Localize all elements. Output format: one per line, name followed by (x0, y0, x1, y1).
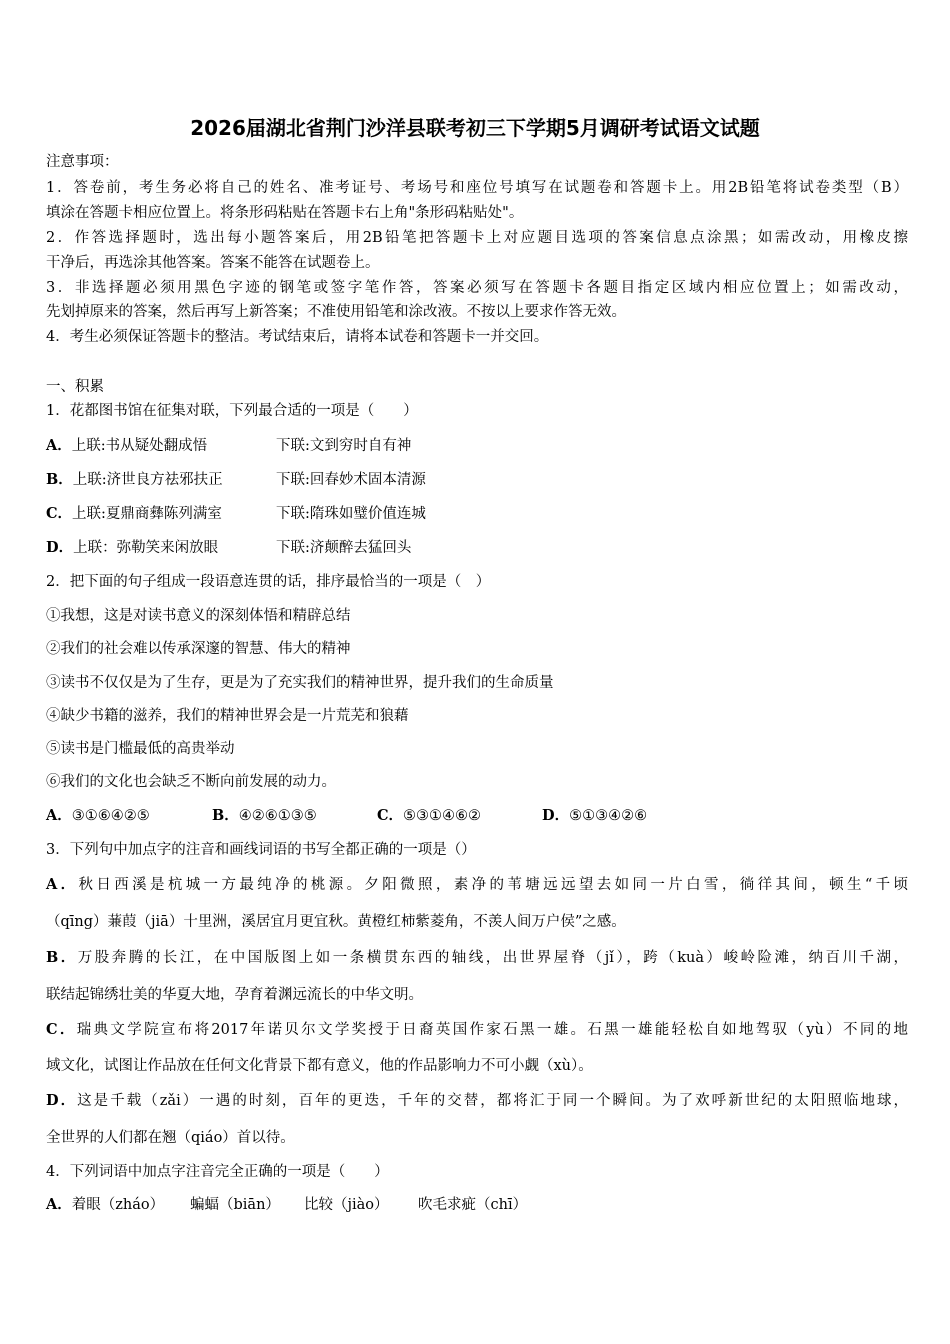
sentence: ②我们的社会难以传承深邃的智慧、伟大的精神 (46, 641, 351, 657)
notice-heading: 注意事项： (46, 154, 119, 170)
option-text: 瑞典文学院宣布将2017年诺贝尔文学奖授于日裔英国作家石黑一雄。石黑一雄能轻松自如地驾驭（yù）不同的地 (76, 1022, 908, 1038)
option-letter: B． (212, 807, 239, 824)
option-text: ⑤①③④②⑥ (569, 808, 648, 824)
sentence: ①我想，这是对读书意义的深刻体悟和精辟总结 (46, 608, 351, 624)
option-text: ④②⑥①③⑤ (238, 808, 317, 824)
option-letter: A． (46, 1196, 72, 1213)
couplet-down: 下联:文到穷时自有神 (276, 438, 412, 454)
notice-line: 填涂在答题卡相应位置上。将条形码粘贴在答题卡右上角"条形码粘贴处"。 (46, 205, 524, 221)
option-letter: D． (46, 1092, 78, 1109)
option-text: 域文化，试图让作品放在任何文化背景下都有意义，他的作品影响力不可小觑（xù）。 (46, 1058, 593, 1074)
option-text: ⑤③①④⑥② (403, 808, 482, 824)
option-item: 吹毛求疵（chī） (418, 1197, 528, 1213)
option-a (46, 436, 207, 456)
couplet-down: 下联:隋珠如璧价值连城 (276, 506, 426, 522)
question-stem: 3．下列句中加点字的注音和画线词语的书写全都正确的一项是（） (46, 842, 476, 858)
option-letter: C． (377, 807, 404, 824)
option-text: 全世界的人们都在翘（qiáo）首以待。 (46, 1130, 295, 1146)
option-letter: A． (46, 437, 72, 454)
option-text: ③①⑥④②⑤ (71, 808, 150, 824)
couplet-up: 上联:夏鼎商彝陈列满室 (72, 506, 222, 522)
notice-line: 干净后，再选涂其他答案。答案不能答在试题卷上。 (46, 255, 380, 271)
option-text: 联结起锦绣壮美的华夏大地，孕育着渊远流长的中华文明。 (46, 987, 423, 1003)
option-item: 着眼（zháo） (71, 1197, 165, 1213)
section-heading: 一、积累 (46, 379, 104, 395)
question-stem: 4．下列词语中加点字注音完全正确的一项是（ ） (46, 1164, 389, 1180)
option-d (46, 538, 218, 558)
sentence: ③读书不仅仅是为了生存，更是为了充实我们的精神世界，提升我们的生命质量 (46, 675, 554, 691)
option-a (46, 806, 150, 826)
option-letter: B． (46, 949, 78, 966)
option-text: （qīng）蒹葭（jiā）十里洲，溪居宜月更宜秋。黄橙红柿紫菱角，不羡人间万户侯”之感。 (46, 914, 626, 930)
option-letter: A． (46, 807, 72, 824)
option-c (46, 1020, 908, 1040)
option-b (46, 470, 223, 490)
sentence: ⑥我们的文化也会缺乏不断向前发展的动力。 (46, 774, 336, 790)
option-text: 万股奔腾的长江，在中国版图上如一条横贯东西的轴线，出世界屋脊（jǐ），跨（kuà）峻岭险滩，纳百川千湖， (77, 950, 908, 966)
option-letter: D． (542, 807, 570, 824)
couplet-up: 上联:济世良方祛邪扶正 (72, 472, 223, 488)
option-text: 秋日西溪是杭城一方最纯净的桃源。夕阳微照，素净的苇塘远远望去如同一片白雪，徜徉其间，顿生“千顷 (78, 877, 908, 893)
sentence: ⑤读书是门槛最低的高贵举动 (46, 741, 235, 757)
notice-line: 先划掉原来的答案，然后再写上新答案；不准使用铅笔和涂改液。不按以上要求作答无效。 (46, 304, 626, 320)
option-item: 蝙蝠（biān） (190, 1197, 280, 1213)
option-c (46, 504, 222, 524)
option-b (212, 806, 317, 826)
option-letter: A． (46, 876, 79, 893)
page-title: 2026届湖北省荆门沙洋县联考初三下学期5月调研考试语文试题 (190, 116, 760, 140)
option-item: 比较（jiào） (304, 1197, 389, 1213)
option-letter: C． (46, 1021, 77, 1038)
option-a (46, 1195, 164, 1215)
option-letter: B． (46, 471, 73, 488)
couplet-down: 下联:济颠醉去猛回头 (276, 540, 412, 556)
option-a (46, 875, 908, 895)
option-d (542, 806, 647, 826)
option-b (46, 948, 908, 968)
notice-line: 2．作答选择题时，选出每小题答案后，用2B铅笔把答题卡上对应题目选项的答案信息点涂黑；如需改动，用橡皮擦 (46, 230, 908, 246)
couplet-up: 上联：弥勒笑来闲放眼 (73, 540, 219, 556)
couplet-up: 上联:书从疑处翻成悟 (71, 438, 208, 454)
option-letter: C． (46, 505, 73, 522)
option-d (46, 1091, 908, 1111)
question-stem: 2．把下面的句子组成一段语意连贯的话，排序最恰当的一项是（ ） (46, 574, 491, 590)
option-letter: D． (46, 539, 74, 556)
option-text: 这是千载（zǎi）一遇的时刻，百年的更迭，千年的交替，都将汇于同一个瞬间。为了欢呼新世纪的太阳照临地球， (77, 1093, 908, 1109)
couplet-down: 下联:回春妙术固本清源 (276, 472, 426, 488)
sentence: ④缺少书籍的滋养，我们的精神世界会是一片荒芜和狼藉 (46, 708, 409, 724)
option-c (377, 806, 481, 826)
question-stem: 1．花都图书馆在征集对联，下列最合适的一项是（ ） (46, 403, 418, 419)
notice-line: 3．非选择题必须用黑色字迹的钢笔或签字笔作答，答案必须写在答题卡各题目指定区域内相应位置上；如需改动， (46, 280, 908, 296)
notice-line: 4．考生必须保证答题卡的整洁。考试结束后，请将本试卷和答题卡一并交回。 (46, 329, 549, 345)
notice-line: 1．答卷前，考生务必将自己的姓名、准考证号、考场号和座位号填写在试题卷和答题卡上。用2B铅笔将试卷类型（B） (46, 180, 908, 196)
